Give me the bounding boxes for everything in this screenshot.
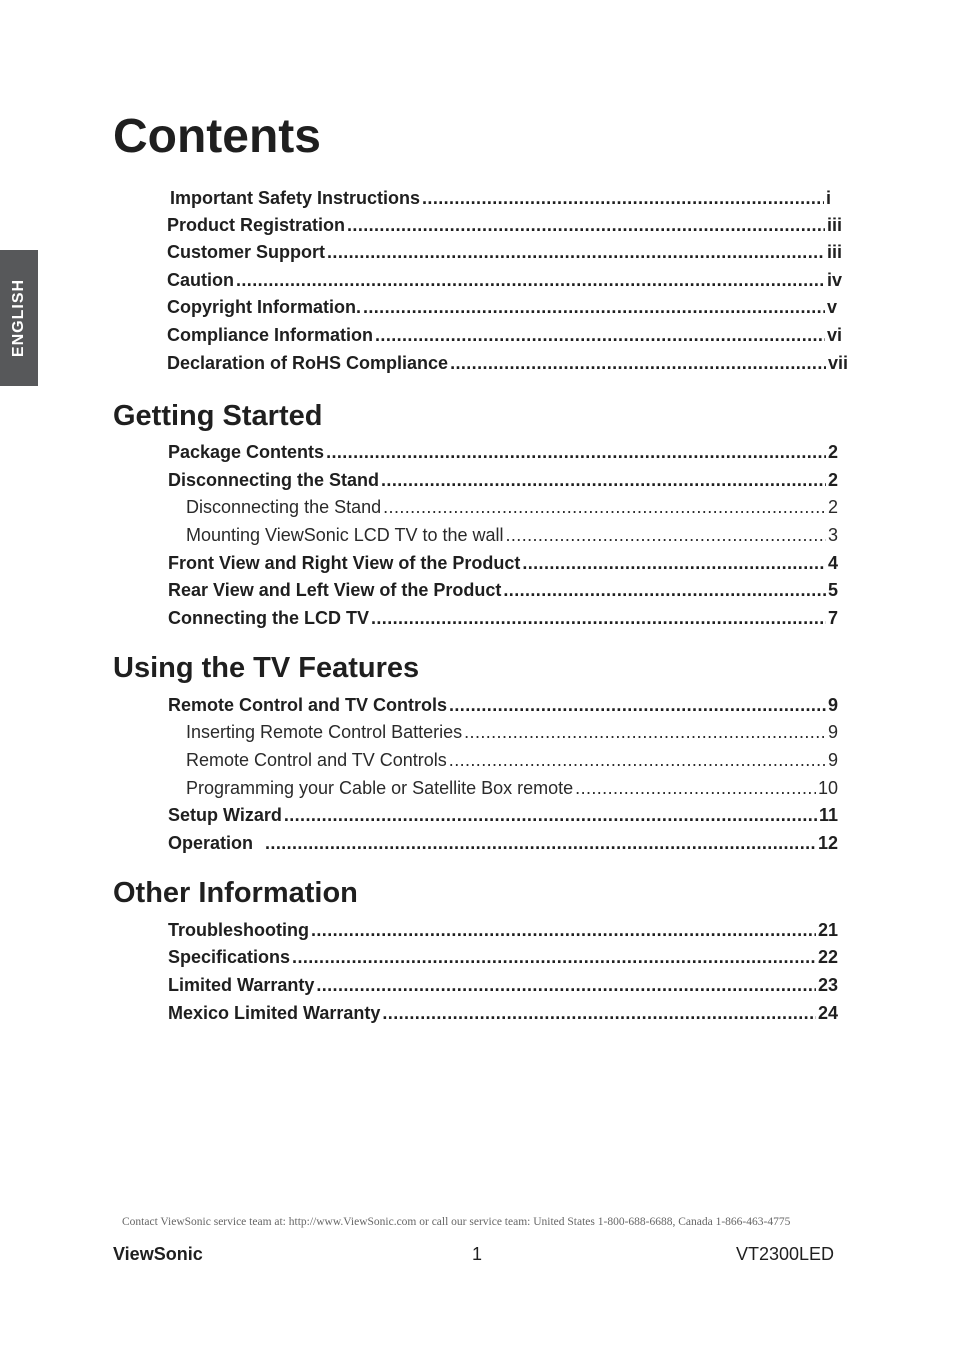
toc-subentry[interactable]: Mounting ViewSonic LCD TV to the wall ..... 3 [186, 523, 838, 547]
toc-entry[interactable]: Product Registration ..... iii [167, 213, 842, 237]
toc-entry[interactable]: Copyright Information. ..... v [167, 295, 837, 319]
toc-entry[interactable]: Mexico Limited Warranty ..... 24 [168, 1001, 838, 1025]
toc-entry[interactable]: Declaration of RoHS Compliance ..... vii [167, 351, 848, 375]
toc-entry[interactable]: Operation ..... 12 [168, 831, 838, 855]
section-heading-using-tv-features: Using the TV Features [113, 652, 420, 684]
toc-subentry[interactable]: Remote Control and TV Controls ..... 9 [186, 748, 838, 772]
section-heading-other-information: Other Information [113, 877, 358, 909]
footer-page-number: 1 [472, 1244, 483, 1264]
contact-info: Contact ViewSonic service team at: http://www.ViewSonic.com or call our service team: United States 1-800-688-6688, Canada 1-866-463-4775 [122, 1216, 791, 1228]
toc-entry[interactable]: Specifications ..... 22 [168, 945, 838, 969]
toc-entry[interactable]: Important Safety Instructions ..... i [170, 186, 831, 210]
toc-entry[interactable]: Front View and Right View of the Product ..... 4 [168, 551, 838, 575]
toc-entry[interactable]: Remote Control and TV Controls ..... 9 [168, 693, 838, 717]
toc-entry[interactable]: Limited Warranty ..... 23 [168, 973, 838, 997]
toc-entry[interactable]: Troubleshooting ..... 21 [168, 918, 838, 942]
toc-entry[interactable]: Setup Wizard ..... 11 [168, 803, 838, 827]
toc-entry[interactable]: Customer Support ..... iii [167, 240, 842, 264]
toc-entry[interactable]: Package Contents ..... 2 [168, 440, 838, 464]
language-tab-label: ENGLISH [10, 278, 27, 358]
toc-entry[interactable]: Caution ..... iv [167, 268, 842, 292]
page-title: Contents [113, 110, 321, 163]
footer-brand: ViewSonic [113, 1244, 203, 1264]
footer-model: VT2300LED [735, 1244, 834, 1264]
toc-subentry[interactable]: Disconnecting the Stand ..... 2 [186, 495, 838, 519]
section-heading-getting-started: Getting Started [113, 400, 323, 432]
toc-entry[interactable]: Rear View and Left View of the Product ..... 5 [168, 578, 838, 602]
toc-entry[interactable]: Disconnecting the Stand ..... 2 [168, 468, 838, 492]
toc-subentry[interactable]: Inserting Remote Control Batteries ..... 9 [186, 720, 838, 744]
toc-subentry[interactable]: Programming your Cable or Satellite Box remote ..... 10 [186, 776, 838, 800]
language-tab [0, 250, 38, 386]
toc-entry[interactable]: Connecting the LCD TV ..... 7 [168, 606, 838, 630]
toc-entry[interactable]: Compliance Information ..... vi [167, 323, 842, 347]
